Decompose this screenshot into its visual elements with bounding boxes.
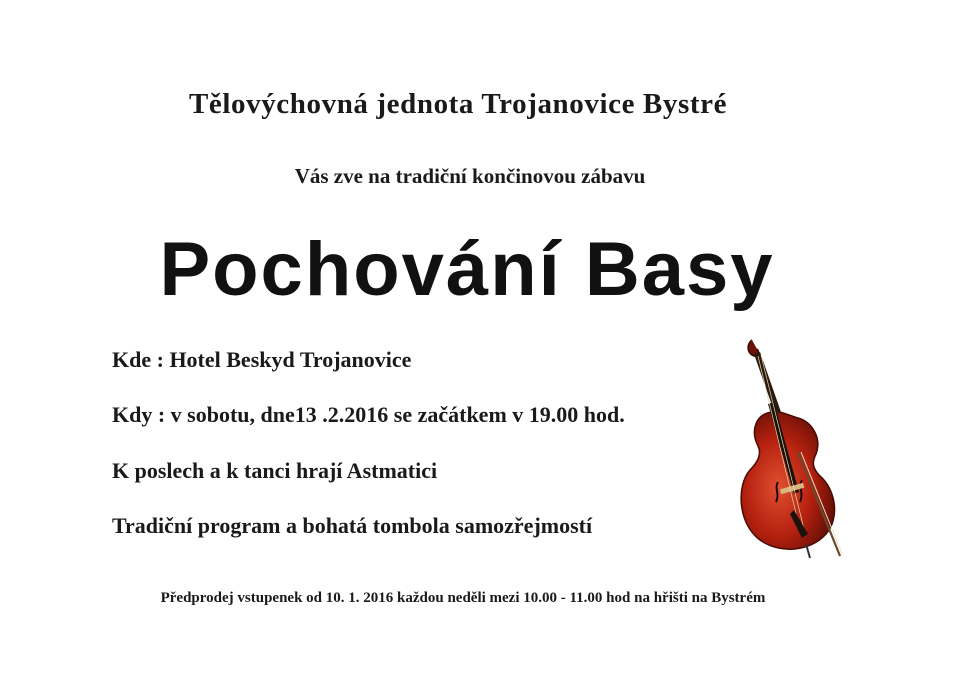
double-bass-icon (728, 334, 848, 562)
band-detail: K poslech a k tanci hrají Astmatici (112, 458, 438, 483)
invitation-line: Vás zve na tradiční končinovou zábavu (294, 164, 646, 188)
event-title: Pochování Basy (159, 227, 775, 312)
presale-info: Předprodej vstupenek od 10. 1. 2016 každou neděli mezi 10.00 - 11.00 hod na hřišti na Bystrém (160, 590, 766, 606)
organization-name: Tělovýchovná jednota Trojanovice Bystré (188, 88, 728, 120)
date-time-detail: Kdy : v sobotu, dne13 .2.2016 se začátkem v 19.00 hod. (112, 402, 625, 427)
venue-detail: Kde : Hotel Beskyd Trojanovice (112, 347, 412, 372)
program-detail: Tradiční program a bohatá tombola samozřejmostí (112, 513, 593, 538)
